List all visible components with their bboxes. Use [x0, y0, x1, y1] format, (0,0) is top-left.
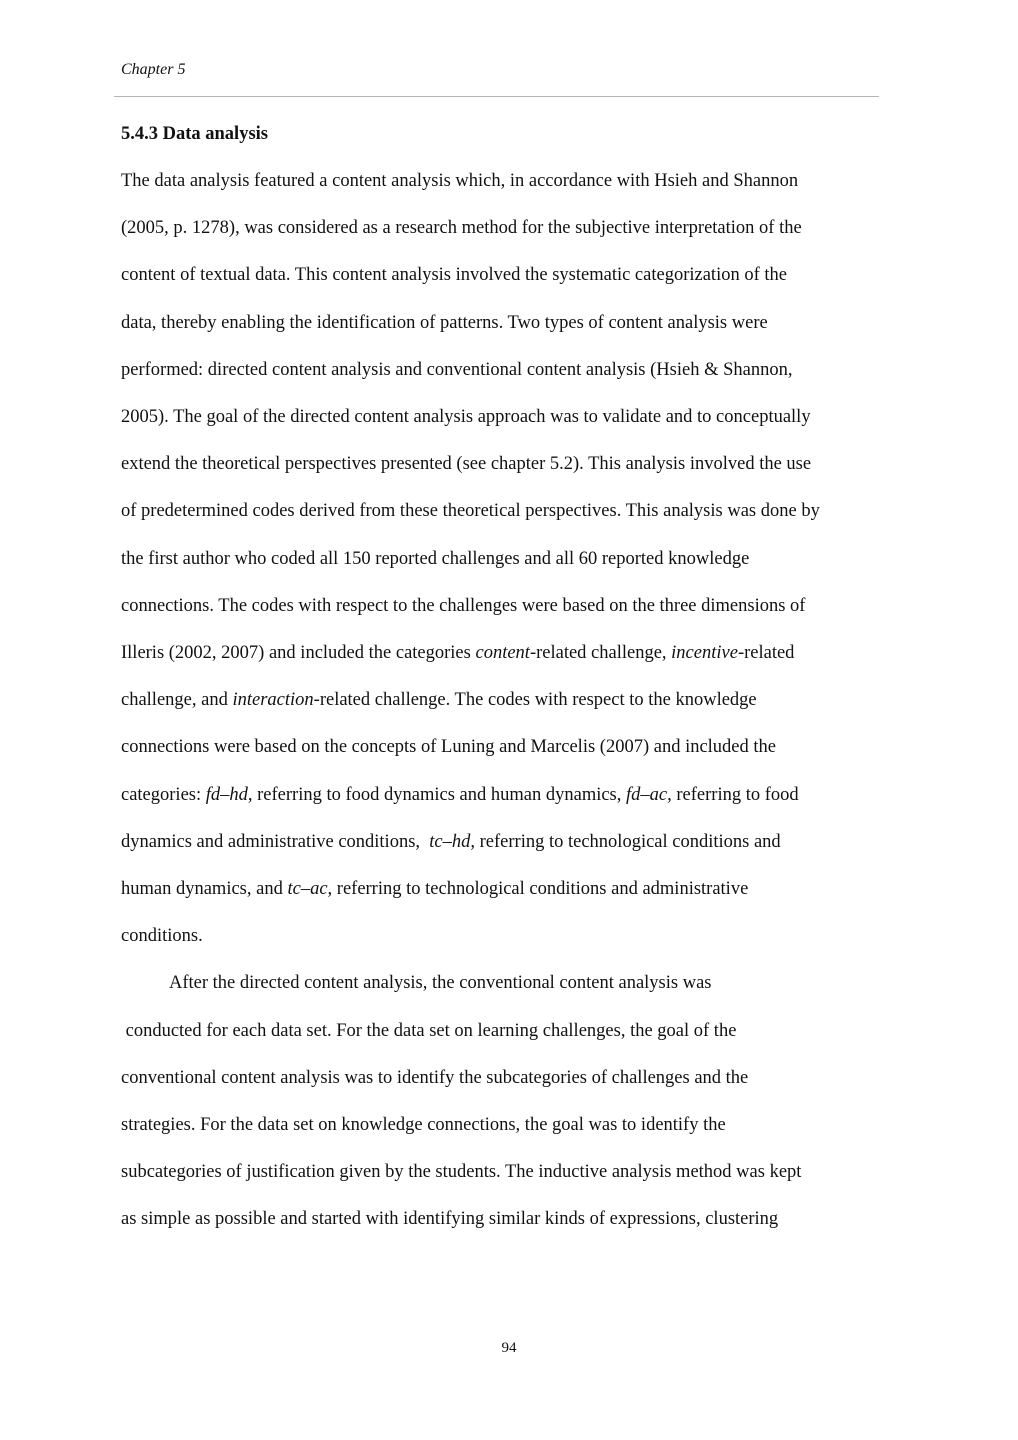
running-header: Chapter 5: [121, 61, 186, 78]
text-run: (2005, p. 1278), was considered as a research method for the subjective interpretation of the: [121, 218, 802, 239]
text-run: performed: directed content analysis and conventional content analysis (Hsieh & Shannon,: [121, 359, 793, 380]
section-heading: 5.4.3 Data analysis: [121, 124, 268, 144]
paragraph-1-line: [121, 169, 798, 193]
paragraph-1-line: [121, 547, 749, 571]
italic-term: fd–hd: [205, 784, 248, 805]
paragraph-2-line: [121, 1113, 726, 1137]
paragraph-2-line: [121, 1066, 748, 1090]
paragraph-1-line: [121, 216, 802, 240]
paragraph-2-line: [121, 1160, 801, 1184]
italic-term: content: [475, 643, 530, 663]
paragraph-1-line: [121, 830, 781, 854]
text-run: -related: [737, 643, 795, 663]
paragraph-1-line: [121, 263, 787, 287]
paragraph-2-line: [169, 971, 712, 995]
text-run: dynamics and administrative conditions,: [121, 831, 430, 852]
italic-term: fd–ac,: [626, 784, 672, 805]
text-run: extend the theoretical perspectives presented (see chapter 5.2). This analysis involved the use: [121, 454, 812, 475]
paragraph-1-line: [121, 641, 794, 665]
text-run: connections were based on the concepts of Luning and Marcelis (2007) and included the: [121, 737, 776, 758]
text-run: human dynamics, and: [121, 879, 288, 899]
paragraph-2-line: [121, 1019, 736, 1043]
paragraph-1-line: [121, 452, 811, 476]
text-run: -related challenge,: [529, 643, 672, 663]
paragraph-1-line: [121, 594, 805, 618]
text-run: categories:: [121, 784, 206, 805]
text-run: -related challenge. The codes with respect to the knowledge: [313, 690, 757, 711]
text-run: referring to food: [671, 784, 799, 805]
text-run: data, thereby enabling the identification of patterns. Two types of content analysis were: [121, 312, 768, 333]
italic-term: tc–ac,: [287, 879, 333, 899]
text-run: Illeris (2002, 2007) and included the categories: [121, 643, 476, 663]
paragraph-1-line: [121, 877, 748, 901]
italic-term: incentive: [671, 643, 738, 663]
text-run: conditions.: [121, 926, 203, 947]
paragraph-1-line: [121, 358, 792, 382]
paragraph-1-line: [121, 499, 820, 523]
paragraph-1-line: [121, 924, 203, 948]
paragraph-1-line: [121, 735, 776, 759]
text-run: After the directed content analysis, the conventional content analysis was: [169, 973, 712, 994]
text-run: content of textual data. This content analysis involved the systematic categorization of the: [121, 265, 787, 286]
text-run: of predetermined codes derived from these theoretical perspectives. This analysis was done by: [121, 501, 820, 522]
paragraph-2-line: [121, 1207, 778, 1231]
text-run: conventional content analysis was to identify the subcategories of challenges and the: [121, 1067, 749, 1088]
text-run: strategies. For the data set on knowledge connections, the goal was to identify the: [121, 1115, 726, 1135]
paragraph-1-line: [121, 311, 768, 335]
text-run: challenge, and: [121, 690, 233, 711]
italic-term: tc–hd,: [429, 831, 476, 852]
text-run: conducted for each data set. For the data set on learning challenges, the goal of the: [121, 1020, 737, 1041]
text-run: referring to technological conditions and administrative: [332, 879, 749, 899]
text-run: the first author who coded all 150 reported challenges and all 60 reported knowledge: [121, 548, 750, 569]
page-number: 94: [501, 1340, 517, 1356]
italic-term: interaction: [232, 690, 314, 711]
text-run: referring to technological conditions and: [475, 831, 781, 852]
text-run: as simple as possible and started with identifying similar kinds of expressions, clustering: [121, 1209, 779, 1230]
paragraph-1-line: [121, 405, 811, 429]
text-run: connections. The codes with respect to the challenges were based on the three dimensions of: [121, 595, 806, 616]
text-run: The data analysis featured a content analysis which, in accordance with Hsieh and Shannon: [121, 171, 799, 191]
text-run: , referring to food dynamics and human dynamics,: [247, 784, 627, 805]
paragraph-1-line: [121, 783, 799, 807]
text-run: subcategories of justification given by the students. The inductive analysis method was kept: [121, 1162, 802, 1183]
paragraph-1-line: [121, 688, 757, 712]
text-run: 2005). The goal of the directed content analysis approach was to validate and to conceptually: [121, 407, 811, 427]
